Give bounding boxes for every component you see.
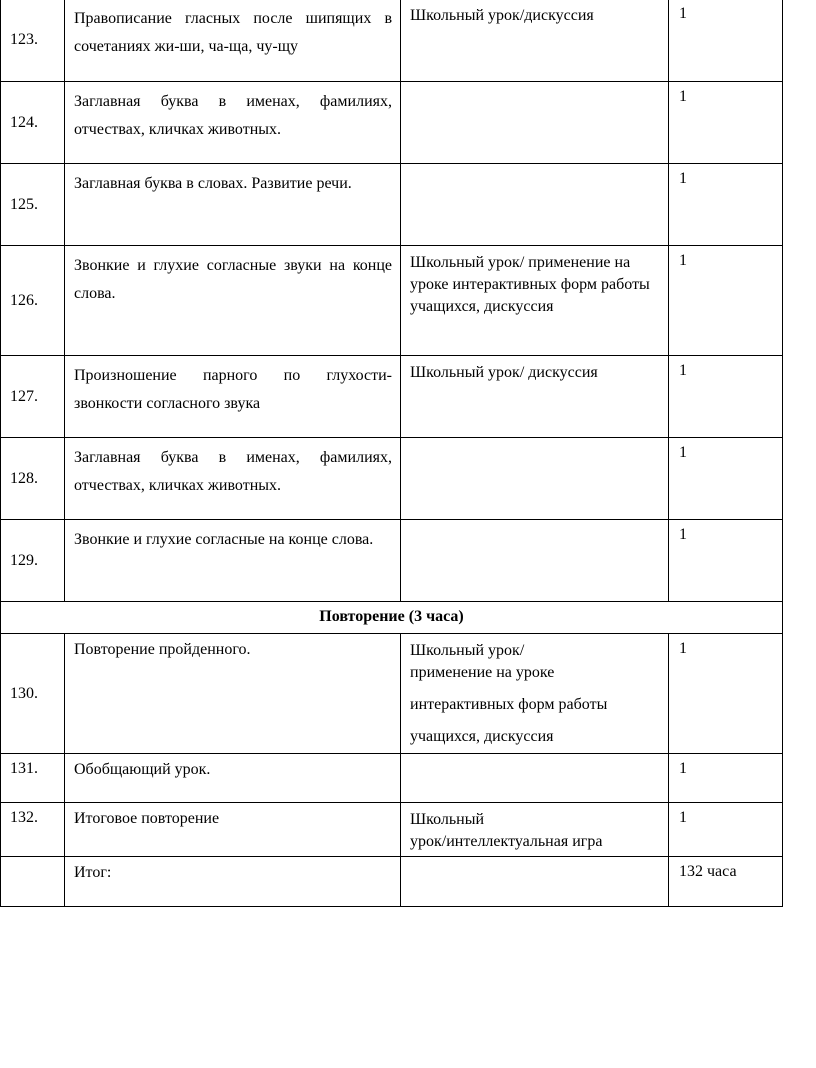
lesson-form-line: Школьный урок/ <box>410 642 525 659</box>
table-row <box>1 803 783 857</box>
lesson-form: Школьный урок/ дискуссия <box>401 356 669 438</box>
section-row <box>1 602 783 634</box>
total-form <box>401 857 669 907</box>
lesson-number: 131. <box>1 754 65 803</box>
table-row <box>1 164 783 246</box>
table-row <box>1 634 783 754</box>
lesson-form-line: учащихся, дискуссия <box>410 728 554 745</box>
table-row <box>1 0 783 82</box>
lesson-number: 126. <box>1 246 65 356</box>
total-hours: 132 часа <box>669 857 783 907</box>
lesson-form <box>401 803 669 857</box>
lesson-hours: 1 <box>669 246 783 356</box>
lesson-form-line: интерактивных форм работы <box>410 696 608 713</box>
lesson-topic: Заглавная буква в словах. Развитие речи. <box>65 164 401 246</box>
table-row <box>1 520 783 602</box>
lesson-form <box>401 82 669 164</box>
lesson-hours: 1 <box>669 634 783 754</box>
lesson-form <box>401 634 669 754</box>
lesson-number: 127. <box>1 356 65 438</box>
lesson-hours: 1 <box>669 356 783 438</box>
lesson-hours: 1 <box>669 438 783 520</box>
lesson-number: 132. <box>1 803 65 857</box>
table-row <box>1 438 783 520</box>
section-title: Повторение (3 часа) <box>1 602 783 634</box>
lesson-form-line: применение на уроке <box>410 664 555 681</box>
lesson-form <box>401 520 669 602</box>
lesson-topic: Правописание гласных после шипящих в сочетаниях жи-ши, ча-ща, чу-щу <box>65 0 401 82</box>
table-row <box>1 82 783 164</box>
lesson-hours: 1 <box>669 520 783 602</box>
lesson-topic: Звонкие и глухие согласные на конце слова. <box>65 520 401 602</box>
lesson-topic: Повторение пройденного. <box>65 634 401 754</box>
lesson-number: 125. <box>1 164 65 246</box>
lesson-form: Школьный урок/дискуссия <box>401 0 669 82</box>
lesson-form <box>401 164 669 246</box>
lesson-form-line: урок/интеллектуальная игра <box>410 833 603 850</box>
total-number <box>1 857 65 907</box>
lesson-hours: 1 <box>669 803 783 857</box>
lesson-hours: 1 <box>669 82 783 164</box>
lesson-topic: Произношение парного по глухости-звонкости согласного звука <box>65 356 401 438</box>
lesson-form: Школьный урок/ применение на уроке интерактивных форм работы учащихся, дискуссия <box>401 246 669 356</box>
lesson-form-line: Школьный <box>410 811 485 828</box>
lesson-topic: Заглавная буква в именах, фамилиях, отчествах, кличках животных. <box>65 82 401 164</box>
lesson-topic: Итоговое повторение <box>65 803 401 857</box>
lesson-number: 129. <box>1 520 65 602</box>
table-row <box>1 356 783 438</box>
lesson-topic: Заглавная буква в именах, фамилиях, отчествах, кличках животных. <box>65 438 401 520</box>
table-row <box>1 754 783 803</box>
table-row <box>1 246 783 356</box>
total-label: Итог: <box>65 857 401 907</box>
lesson-hours: 1 <box>669 0 783 82</box>
total-row <box>1 857 783 907</box>
lesson-form <box>401 754 669 803</box>
lesson-topic: Звонкие и глухие согласные звуки на конце слова. <box>65 246 401 356</box>
lesson-number: 123. <box>1 0 65 82</box>
lesson-hours: 1 <box>669 164 783 246</box>
lesson-number: 128. <box>1 438 65 520</box>
lesson-form <box>401 438 669 520</box>
lesson-topic: Обобщающий урок. <box>65 754 401 803</box>
lesson-number: 130. <box>1 634 65 754</box>
lesson-number: 124. <box>1 82 65 164</box>
lesson-hours: 1 <box>669 754 783 803</box>
